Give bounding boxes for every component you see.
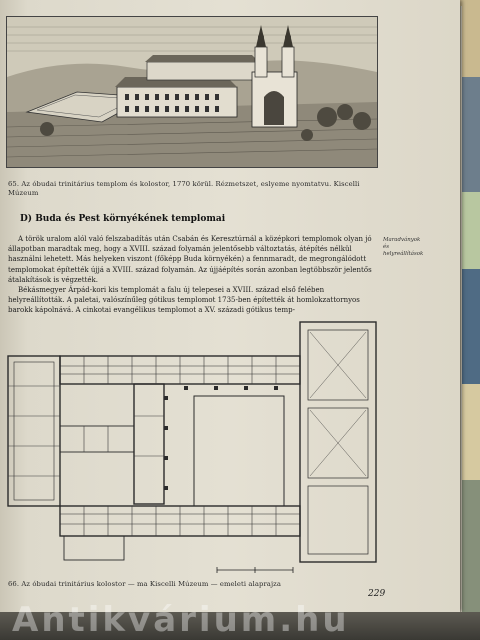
scale-bar [215,566,295,574]
body-text [8,234,380,316]
figure-65-caption: 65. Az óbudai trinitárius templom és kolostor, 1770 körül. Rézmetszet, eslyeme nyomtatvu. Kiscelli Múzeum [8,180,360,197]
watermark-text: Antikvárium.hu [12,600,350,640]
section-title: D) Buda és Pest környékének templomai [20,214,226,224]
engraving-illustration [6,16,378,168]
engraving-drawing [7,17,377,167]
floor-plan-drawing [4,316,382,574]
page-number: 229 [368,589,386,599]
paragraph-1: A török uralom alól való felszabadítás után Csabán és Keresztúrnál a középkori templomok olyan jó állapotban maradtak meg, hogy a XVIII. század folyamán jelentősebb változtatás, átépítés nélkül használni lehetett. Más helyeken viszont (főképp Buda környékén) a fennmaradt, de megrongálódott templomokat építették újjá a XVIII. század folyamán. Az újjáépítés során azonban legtöbbször jelentős átalakítások is végzették. [8,235,372,284]
paragraph-2: Békásmegyer Árpád-kori kis templomát a falu új telepesei a XVIII. század első felében helyreállították. A paletai, valószínűleg gótikus templomot 1735-ben építették át homlokzattornyos barokk kápolnává. A cinkotai evangélikus templomot a XV. századi gótikus temp- [8,286,360,315]
figure-66-caption: 66. Az óbudai trinitárius kolostor — ma Kiscelli Múzeum — emeleti alaprajza [8,580,281,588]
margin-note: Maradványok és helyreállítások [383,237,424,257]
